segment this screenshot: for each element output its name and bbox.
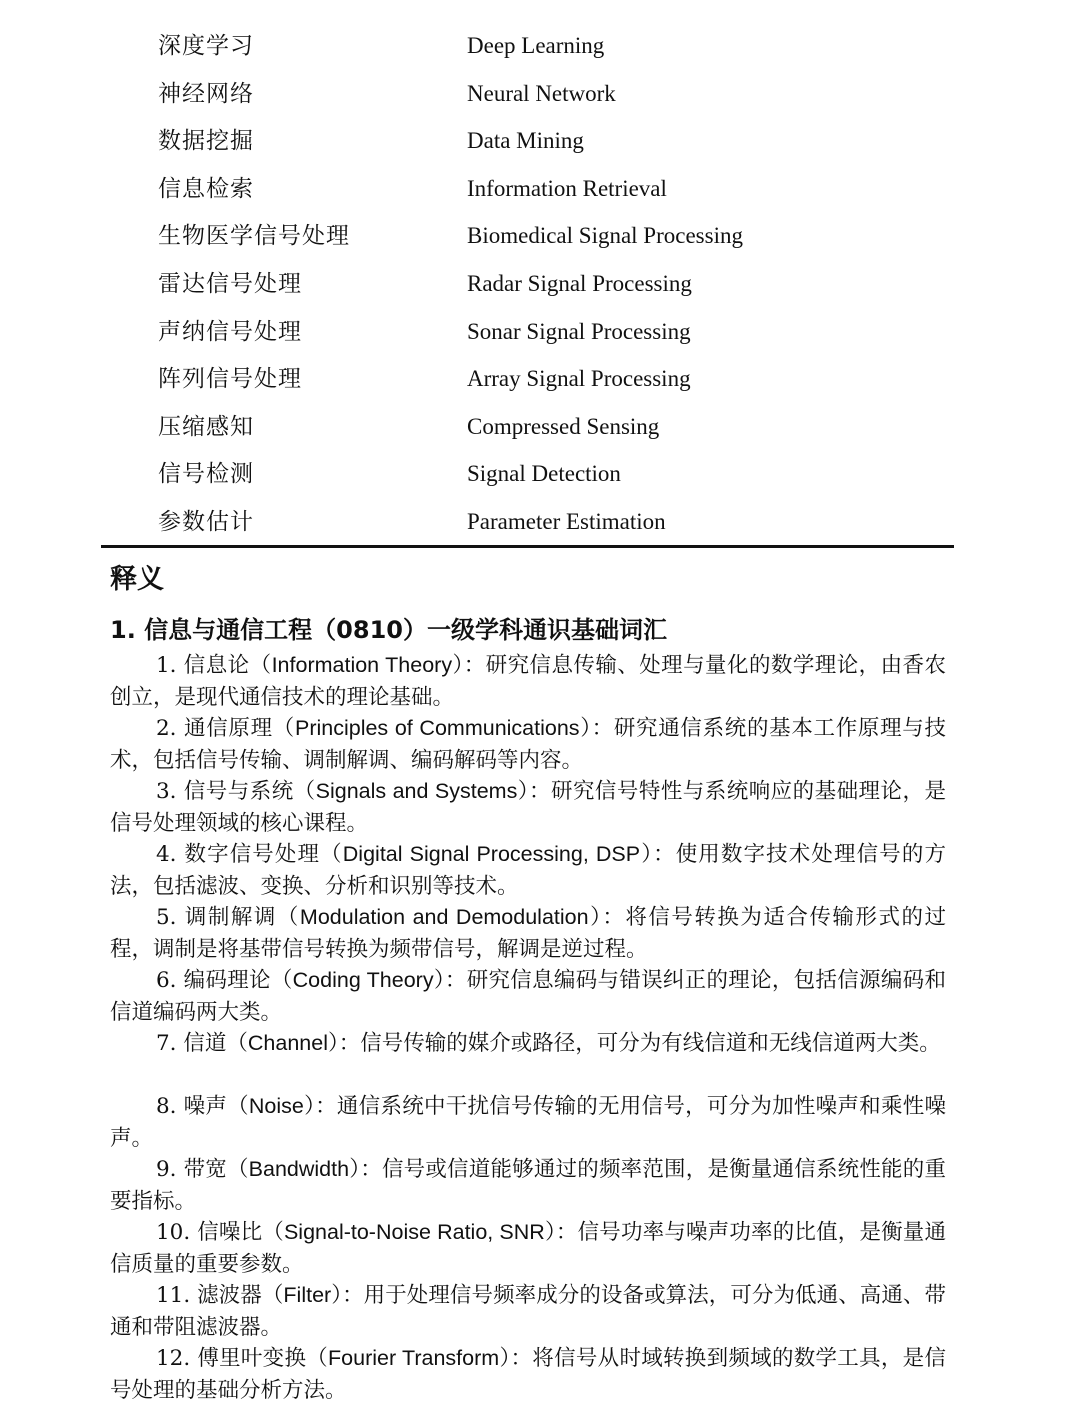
definition-term: 傅里叶变换 xyxy=(197,1346,307,1371)
definition-term: 带宽 xyxy=(183,1157,227,1182)
vocab-row xyxy=(0,361,1080,409)
vocab-term-en: Parameter Estimation xyxy=(467,508,666,534)
vocab-term-en: Sonar Signal Processing xyxy=(467,318,691,344)
definition-term-en: Fourier Transform xyxy=(328,1346,500,1370)
vocab-row xyxy=(0,456,1080,504)
vocab-table xyxy=(0,28,1080,552)
definition-number: 1. xyxy=(156,653,184,678)
vocab-term-zh: 参数估计 xyxy=(158,508,254,535)
definition-term-en: Channel xyxy=(247,1031,328,1055)
vocab-term-zh: 深度学习 xyxy=(158,33,254,59)
definition-item: 11. 滤波器（Filter）：用于处理信号频率成分的设备或算法，可分为低通、高通、带通和带阻滤波器。 xyxy=(110,1283,946,1340)
definition-term: 调制解调 xyxy=(184,905,277,930)
definition-term: 信号与系统 xyxy=(183,779,294,804)
definition-list xyxy=(110,650,946,1406)
vocab-term-zh: 阵列信号处理 xyxy=(158,366,302,393)
definition-text: 将信号从时域转换到频域的数学工具，是信号处理的基础分析方法。 xyxy=(110,1346,946,1403)
definition-term: 滤波器 xyxy=(197,1283,262,1308)
vocab-row xyxy=(0,218,1080,266)
vocab-term-zh: 数据挖掘 xyxy=(158,128,254,155)
vocab-row xyxy=(0,266,1080,314)
definition-term-en: Coding Theory xyxy=(292,968,434,992)
definition-number: 3. xyxy=(156,779,184,804)
definition-text: 通信系统中干扰信号传输的无用信号，可分为加性噪声和乘性噪声。 xyxy=(110,1094,946,1151)
vocab-row xyxy=(0,314,1080,362)
definition-term-en: Signals and Systems xyxy=(315,779,518,803)
vocab-term-en: Data Mining xyxy=(467,128,584,154)
definition-number: 7. xyxy=(156,1031,184,1056)
definition-term: 信道 xyxy=(183,1031,227,1056)
definition-item: 6. 编码理论（Coding Theory）：研究信息编码与错误纠正的理论，包括信源编码和信道编码两大类。 xyxy=(110,968,946,1025)
definition-term-en: Noise xyxy=(248,1094,304,1118)
vocab-term-en: Biomedical Signal Processing xyxy=(467,223,743,249)
vocab-term-en: Information Retrieval xyxy=(467,175,667,201)
vocab-term-zh: 生物医学信号处理 xyxy=(158,223,350,250)
definition-term-en: Bandwidth xyxy=(248,1157,350,1181)
definition-number: 11. xyxy=(156,1283,198,1308)
definition-item: 4. 数字信号处理（Digital Signal Processing, DSP）：使用数字技术处理信号的方法，包括滤波、变换、分析和识别等技术。 xyxy=(110,842,946,899)
definition-item: 3. 信号与系统（Signals and Systems）：研究信号特性与系统响应的基础理论，是信号处理领域的核心课程。 xyxy=(110,779,946,836)
definition-item: 5. 调制解调（Modulation and Demodulation）：将信号转换为适合传输形式的过程，调制是将基带信号转换为频带信号，解调是逆过程。 xyxy=(110,905,946,962)
definition-term: 信噪比 xyxy=(197,1220,263,1245)
vocab-row xyxy=(0,409,1080,457)
definition-number: 6. xyxy=(156,968,184,993)
vocab-term-en: Signal Detection xyxy=(467,461,621,487)
definition-number: 12. xyxy=(156,1346,198,1371)
definition-item: 1. 信息论（Information Theory）：研究信息传输、处理与量化的数学理论，由香农创立，是现代通信技术的理论基础。 xyxy=(110,653,946,710)
definition-text: 研究信息传输、处理与量化的数学理论，由香农创立，是现代通信技术的理论基础。 xyxy=(110,653,946,710)
section-divider xyxy=(101,545,954,548)
vocab-row xyxy=(0,76,1080,124)
definition-number: 9. xyxy=(156,1157,184,1182)
definition-text: 研究通信系统的基本工作原理与技术，包括信号传输、调制解调、编码解码等内容。 xyxy=(110,716,946,773)
vocab-term-en: Compressed Sensing xyxy=(467,413,660,439)
definition-term: 通信原理 xyxy=(184,716,273,741)
vocab-term-en: Neural Network xyxy=(467,80,616,106)
definition-item: 8. 噪声（Noise）：通信系统中干扰信号传输的无用信号，可分为加性噪声和乘性噪声。 xyxy=(110,1094,946,1151)
definition-text: 研究信息编码与错误纠正的理论，包括信源编码和信道编码两大类。 xyxy=(110,968,946,1025)
definition-term-en: Digital Signal Processing, DSP xyxy=(342,842,641,866)
definition-item: 2. 通信原理（Principles of Communications）：研究通信系统的基本工作原理与技术，包括信号传输、调制解调、编码解码等内容。 xyxy=(110,716,946,773)
vocab-row xyxy=(0,171,1080,219)
vocab-term-zh: 信号检测 xyxy=(158,461,254,488)
definition-item: 9. 带宽（Bandwidth）：信号或信道能够通过的频率范围，是衡量通信系统性能的重要指标。 xyxy=(110,1157,946,1214)
vocab-row xyxy=(0,123,1080,171)
subsection-title: 1. 信息与通信工程（0810）一级学科通识基础词汇 xyxy=(110,616,667,644)
definition-term-en: Signal-to-Noise Ratio, SNR xyxy=(283,1220,545,1244)
definition-number: 8. xyxy=(156,1094,184,1119)
definition-term-en: Principles of Communications xyxy=(294,716,580,740)
definition-number: 2. xyxy=(156,716,185,741)
definition-text: 研究信号特性与系统响应的基础理论，是信号处理领域的核心课程。 xyxy=(110,779,946,836)
definition-number: 4. xyxy=(156,842,185,867)
definition-term: 数字信号处理 xyxy=(184,842,321,867)
definition-text: 信号功率与噪声功率的比值，是衡量通信质量的重要参数。 xyxy=(110,1220,946,1277)
definition-term: 噪声 xyxy=(183,1094,228,1119)
definition-item: 10. 信噪比（Signal-to-Noise Ratio, SNR）：信号功率与噪声功率的比值，是衡量通信质量的重要参数。 xyxy=(110,1220,946,1277)
vocab-term-zh: 雷达信号处理 xyxy=(158,270,302,297)
definition-text: 用于处理信号频率成分的设备或算法，可分为低通、高通、带通和带阻滤波器。 xyxy=(110,1283,946,1340)
definition-term: 信息论 xyxy=(183,653,250,678)
vocab-term-zh: 压缩感知 xyxy=(158,413,254,440)
vocab-term-en: Radar Signal Processing xyxy=(467,270,692,296)
definition-item: 7. 信道（Channel）：信号传输的媒介或路径，可分为有线信道和无线信道两大类。 xyxy=(156,1031,941,1056)
definition-text: 信号或信道能够通过的频率范围，是衡量通信系统性能的重要指标。 xyxy=(110,1157,946,1214)
definition-item: 12. 傅里叶变换（Fourier Transform）：将信号从时域转换到频域的数学工具，是信号处理的基础分析方法。 xyxy=(110,1346,946,1403)
definition-term-en: Modulation and Demodulation xyxy=(299,905,589,929)
definition-number: 5. xyxy=(156,905,185,930)
definition-term: 编码理论 xyxy=(183,968,271,993)
definition-text: 使用数字技术处理信号的方法，包括滤波、变换、分析和识别等技术。 xyxy=(110,842,946,899)
section-title: 释义 xyxy=(110,564,164,595)
vocab-row xyxy=(0,28,1080,76)
definition-term-en: Filter xyxy=(283,1283,332,1307)
vocab-term-zh: 声纳信号处理 xyxy=(158,318,302,345)
definition-number: 10. xyxy=(156,1220,198,1245)
vocab-term-zh: 神经网络 xyxy=(158,80,254,107)
vocab-term-zh: 信息检索 xyxy=(158,175,254,202)
vocab-term-en: Deep Learning xyxy=(467,33,605,58)
definition-term-en: Information Theory xyxy=(271,653,453,677)
vocab-term-en: Array Signal Processing xyxy=(467,366,691,392)
definition-text: 将信号转换为适合传输形式的过程，调制是将基带信号转换为频带信号，解调是逆过程。 xyxy=(110,905,946,962)
definition-text: 信号传输的媒介或路径，可分为有线信道和无线信道两大类。 xyxy=(360,1031,941,1056)
